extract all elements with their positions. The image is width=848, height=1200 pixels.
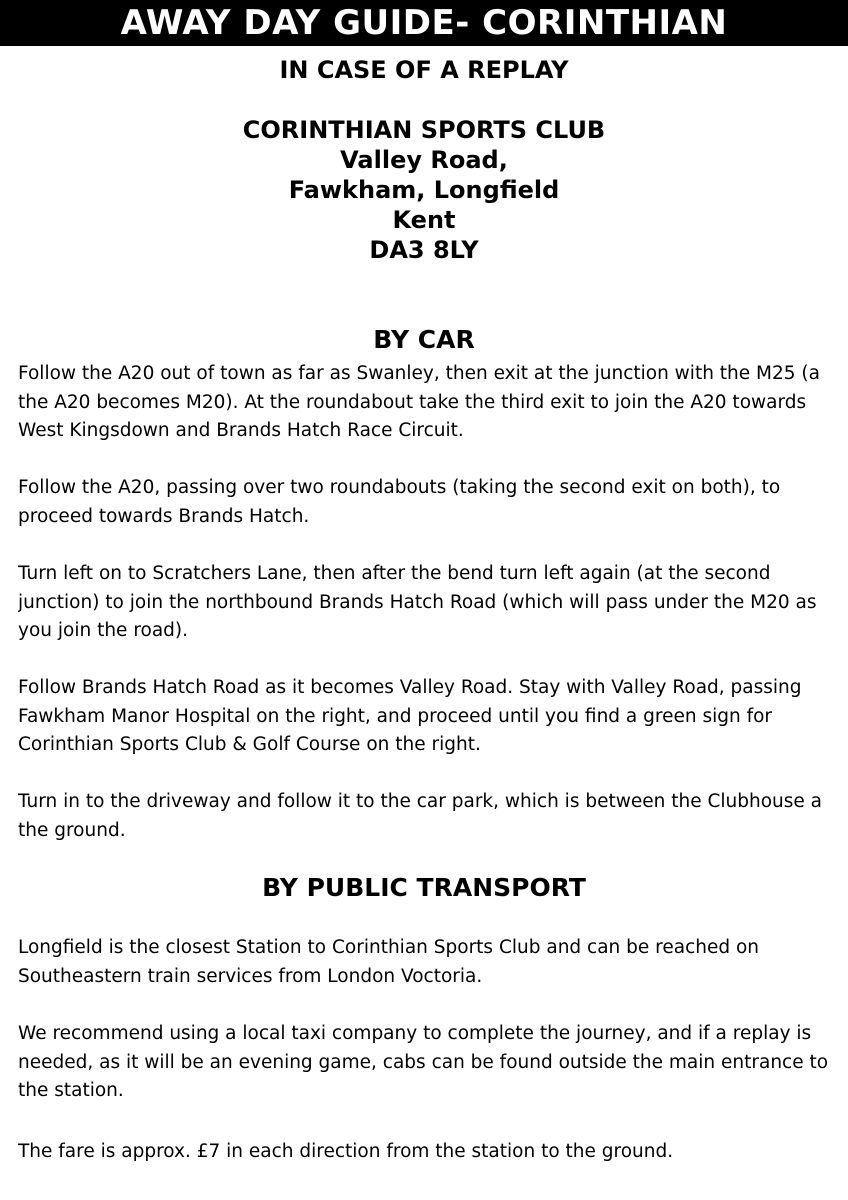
address-line-road: Valley Road, bbox=[340, 146, 508, 174]
text-line: needed, as it will be an evening game, cabs can be found outside the main entrance to bbox=[18, 1051, 829, 1073]
venue-address bbox=[0, 115, 848, 265]
text-line: Corinthian Sports Club & Golf Course on the right. bbox=[18, 734, 481, 755]
public-transport-paragraph-1 bbox=[18, 934, 848, 991]
address-line-club: CORINTHIAN SPORTS CLUB bbox=[242, 116, 606, 144]
text-line: We recommend using a local taxi company to complete the journey, and if a replay is bbox=[18, 1023, 812, 1044]
public-transport-paragraph-2 bbox=[18, 1020, 848, 1106]
text-line: Follow the A20 out of town as far as Swanley, then exit at the junction with the M25 (a bbox=[18, 363, 820, 384]
text-line: Longfield is the closest Station to Corinthian Sports Club and can be reached on bbox=[18, 937, 760, 958]
address-line-county: Kent bbox=[392, 206, 456, 234]
text-line: Turn left on to Scratchers Lane, then after the bend turn left again (at the second bbox=[18, 563, 771, 584]
text-line: Turn in to the driveway and follow it to the car park, which is between the Clubhouse a bbox=[18, 791, 822, 812]
address-line-town: Fawkham, Longfield bbox=[288, 176, 560, 204]
by-car-paragraph-1 bbox=[18, 360, 848, 446]
by-car-paragraph-4 bbox=[18, 674, 848, 760]
text-line: the A20 becomes M20). At the roundabout take the third exit to join the A20 towards bbox=[18, 391, 807, 413]
text-line: West Kingsdown and Brands Hatch Race Circuit. bbox=[18, 420, 464, 441]
text-line: Follow Brands Hatch Road as it becomes Valley Road. Stay with Valley Road, passing bbox=[18, 677, 802, 698]
by-car-paragraph-2 bbox=[18, 474, 848, 531]
by-car-paragraph-5 bbox=[18, 788, 848, 845]
address-line-postcode: DA3 8LY bbox=[369, 236, 479, 264]
text-line: the station. bbox=[18, 1080, 124, 1101]
page-banner: AWAY DAY GUIDE- CORINTHIAN bbox=[0, 0, 848, 46]
text-line: the ground. bbox=[18, 819, 126, 841]
text-line: Fawkham Manor Hospital on the right, and proceed until you find a green sign for bbox=[18, 705, 773, 727]
by-public-transport-heading: BY PUBLIC TRANSPORT bbox=[262, 873, 586, 902]
text-line: proceed towards Brands Hatch. bbox=[18, 505, 310, 527]
by-car-paragraph-3 bbox=[18, 560, 848, 646]
by-car-heading: BY CAR bbox=[373, 325, 475, 354]
text-line: you join the road). bbox=[18, 620, 189, 641]
text-line: junction) to join the northbound Brands Hatch Road (which will pass under the M20 as bbox=[18, 591, 817, 613]
text-line: The fare is approx. £7 in each direction from the station to the ground. bbox=[18, 1141, 674, 1162]
replay-heading: IN CASE OF A REPLAY bbox=[279, 56, 569, 84]
text-line: Follow the A20, passing over two roundabouts (taking the second exit on both), to bbox=[18, 477, 781, 498]
public-transport-paragraph-3 bbox=[18, 1138, 848, 1167]
text-line: Southeastern train services from London Voctoria. bbox=[18, 965, 483, 987]
